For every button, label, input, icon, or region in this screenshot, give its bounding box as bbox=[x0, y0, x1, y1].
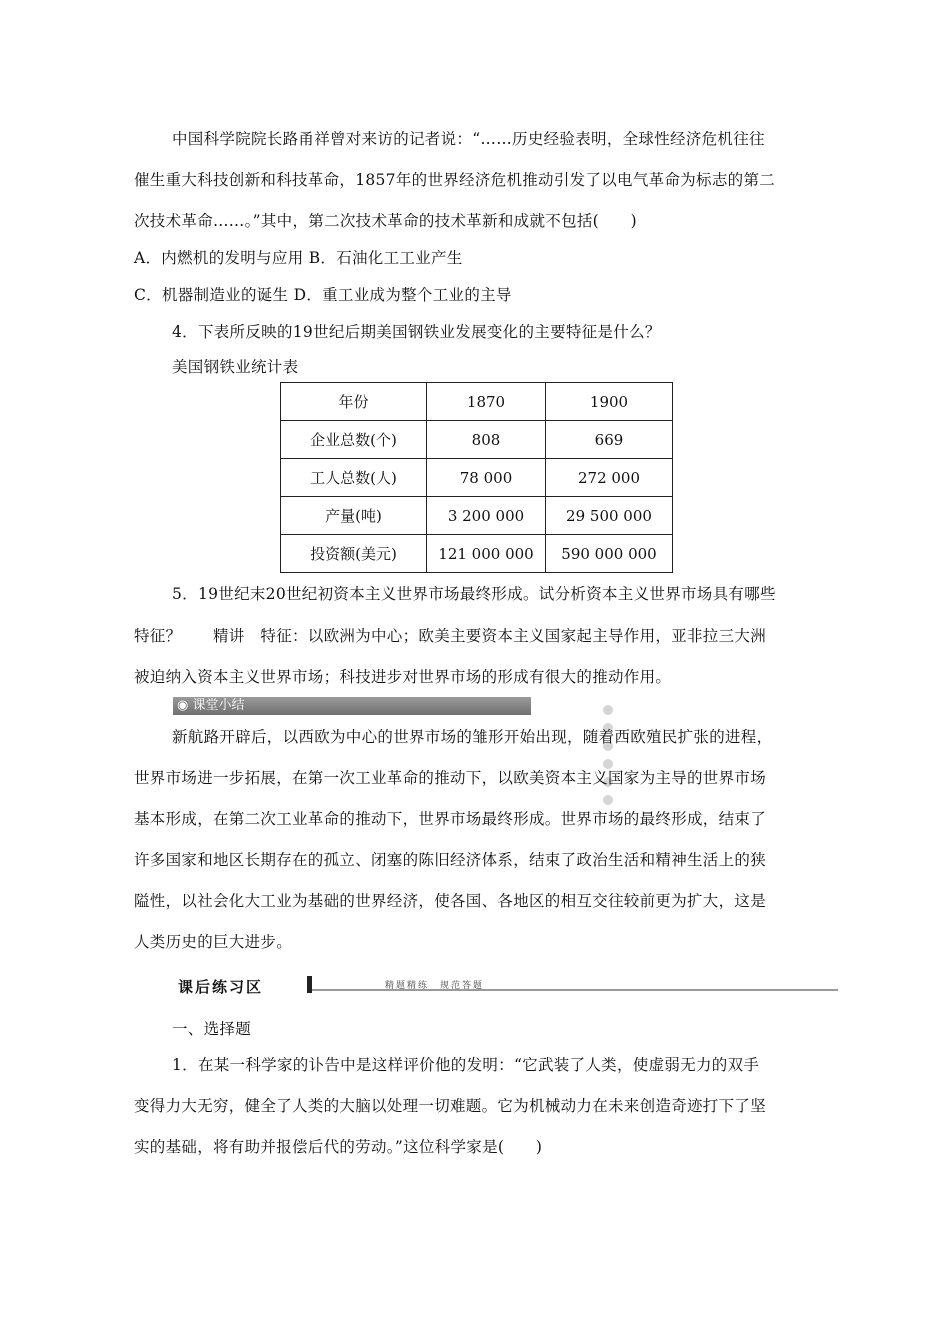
table-cell: 78 000 bbox=[427, 459, 546, 497]
table-cell: 3 200 000 bbox=[427, 497, 546, 535]
summary-line-2: 世界市场进一步拓展，在第一次工业革命的推动下，以欧美资本主义国家为主导的世界市场 bbox=[134, 769, 767, 787]
passage-line-3: 次技术革命……。”其中，第二次技术革命的技术革新和成就不包括( ) bbox=[134, 212, 637, 230]
question-1-line-3: 实的基础，将有助并报偿后代的劳动。”这位科学家是( ) bbox=[134, 1138, 543, 1156]
option-ab: A．内燃机的发明与应用 B．石油化工工业产生 bbox=[134, 249, 463, 267]
table-cell: 272 000 bbox=[546, 459, 673, 497]
passage-line-1: 中国科学院院长路甬祥曾对来访的记者说：“……历史经验表明，全球性经济危机往往 bbox=[172, 130, 765, 148]
option-cd: C．机器制造业的诞生 D．重工业成为整个工业的主导 bbox=[134, 286, 512, 304]
summary-line-3: 基本形成，在第二次工业革命的推动下，世界市场最终形成。世界市场的最终形成，结束了 bbox=[134, 810, 767, 828]
question-5-line-3: 被迫纳入资本主义世界市场；科技进步对世界市场的形成有很大的推动作用。 bbox=[134, 668, 672, 686]
table-cell: 669 bbox=[546, 421, 673, 459]
table-cell: 1870 bbox=[427, 383, 546, 421]
table-row bbox=[281, 383, 673, 421]
question-1-line-1: 1．在某一科学家的讣告中是这样评价他的发明：“它武装了人类，使虚弱无力的双手 bbox=[172, 1056, 760, 1074]
summary-line-6: 人类历史的巨大进步。 bbox=[134, 933, 293, 951]
table-title: 美国钢铁业统计表 bbox=[172, 358, 299, 376]
question-5-line-2: 特征？ 精讲 特征：以欧洲为中心；欧美主要资本主义国家起主导作用，亚非拉三大洲 bbox=[134, 627, 767, 645]
summary-line-4: 许多国家和地区长期存在的孤立、闭塞的陈旧经济体系，结束了政治生活和精神生活上的狭 bbox=[134, 851, 767, 869]
decorative-dots bbox=[603, 701, 619, 809]
table-cell: 产量(吨) bbox=[281, 497, 427, 535]
passage-line-2: 催生重大科技创新和科技革命，1857年的世界经济危机推动引发了以电气革命为标志的第二 bbox=[134, 171, 776, 189]
table-row bbox=[281, 421, 673, 459]
table-cell: 29 500 000 bbox=[546, 497, 673, 535]
summary-line-1: 新航路开辟后，以西欧为中心的世界市场的雏形开始出现，随着西欧殖民扩张的进程， bbox=[172, 728, 773, 746]
section-heading: 一、选择题 bbox=[172, 1020, 252, 1038]
table-row bbox=[281, 459, 673, 497]
table-cell: 企业总数(个) bbox=[281, 421, 427, 459]
question-1-line-2: 变得力大无穷，健全了人类的大脑以处理一切难题。它为机械动力在未来创造奇迹打下了坚 bbox=[134, 1097, 767, 1115]
table-cell: 投资额(美元) bbox=[281, 535, 427, 573]
summary-line-5: 隘性，以社会化大工业为基础的世界经济，使各国、各地区的相互交往较前更为扩大，这是 bbox=[134, 892, 767, 910]
table-cell: 121 000 000 bbox=[427, 535, 546, 573]
question-5-line-1: 5．19世纪末20世纪初资本主义世界市场最终形成。试分析资本主义世界市场具有哪些 bbox=[172, 585, 776, 603]
table-cell: 1900 bbox=[546, 383, 673, 421]
after-class-subtitle: 精题精练 规范答题 bbox=[385, 981, 485, 991]
table-row bbox=[281, 535, 673, 573]
steel-stats-table bbox=[280, 382, 673, 573]
table-cell: 590 000 000 bbox=[546, 535, 673, 573]
table-cell: 工人总数(人) bbox=[281, 459, 427, 497]
question-4: 4．下表所反映的19世纪后期美国钢铁业发展变化的主要特征是什么？ bbox=[172, 323, 661, 341]
table-cell: 808 bbox=[427, 421, 546, 459]
after-class-title: 课后练习区 bbox=[178, 978, 264, 996]
class-summary-banner bbox=[173, 697, 531, 715]
table-cell: 年份 bbox=[281, 383, 427, 421]
table-row bbox=[281, 497, 673, 535]
class-summary-label: ◉ 课堂小结 bbox=[177, 698, 245, 713]
